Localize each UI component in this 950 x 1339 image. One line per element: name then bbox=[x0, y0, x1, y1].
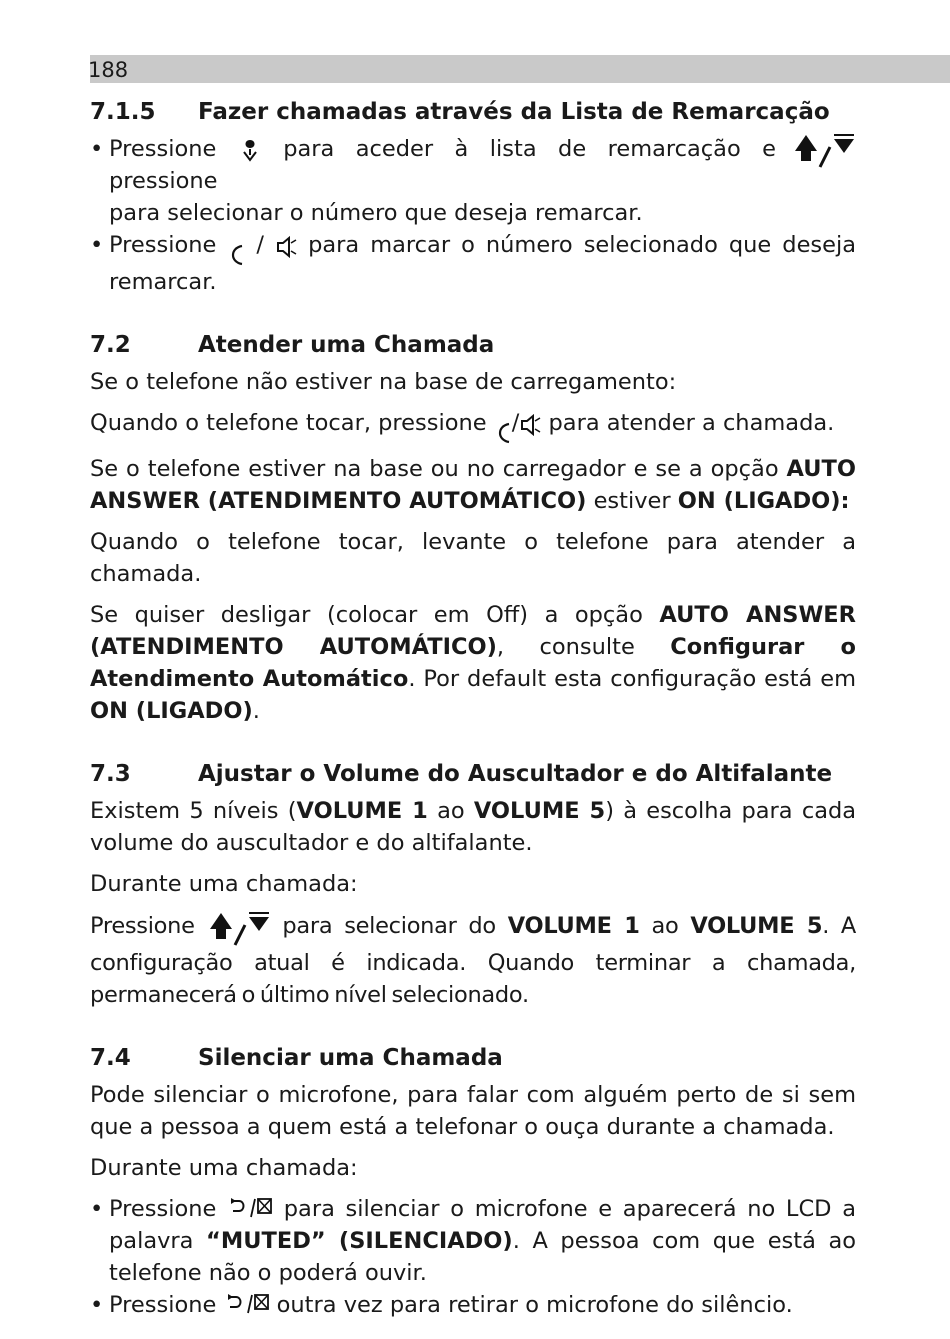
paragraph: Durante uma chamada: bbox=[90, 871, 358, 897]
text: ) à escolha para cada volume do auscultador e do altifalante. bbox=[90, 798, 857, 856]
mute-icon bbox=[224, 1293, 270, 1315]
section-number: 7.1.5 bbox=[90, 99, 156, 125]
text: para atender a chamada. bbox=[548, 410, 835, 436]
bullet-list bbox=[90, 1193, 856, 1321]
bullet-list bbox=[90, 133, 856, 298]
page-number: 188 bbox=[88, 58, 129, 82]
section-7-2 bbox=[90, 328, 856, 727]
redial-icon bbox=[238, 138, 262, 162]
list-item bbox=[90, 1289, 856, 1321]
bold-text: ON (LIGADO) bbox=[90, 698, 253, 724]
separator: / bbox=[256, 232, 264, 258]
up-down-arrows-icon bbox=[792, 131, 856, 173]
section-number: 7.3 bbox=[90, 761, 131, 787]
list-item bbox=[90, 229, 856, 298]
talk-icon bbox=[227, 236, 245, 266]
text: . Por default esta configuração está em bbox=[408, 666, 857, 692]
header-bar bbox=[90, 55, 950, 83]
section-heading bbox=[90, 757, 856, 791]
section-number: 7.2 bbox=[90, 332, 131, 358]
text: Pressione bbox=[109, 1196, 217, 1222]
paragraph bbox=[90, 599, 856, 727]
bold-text: ON (LIGADO): bbox=[677, 488, 850, 514]
section-title: Atender uma Chamada bbox=[198, 332, 495, 358]
bold-text: “MUTED” (SILENCIADO) bbox=[206, 1228, 513, 1254]
section-number: 7.4 bbox=[90, 1045, 131, 1071]
bold-text: VOLUME 5 bbox=[690, 913, 823, 939]
speaker-icon bbox=[275, 236, 297, 258]
list-item bbox=[90, 1193, 856, 1289]
bold-text: VOLUME 1 bbox=[507, 913, 640, 939]
text: . A pessoa com que está ao telefone não o poderá ouvir. bbox=[109, 1228, 856, 1286]
text: estiver bbox=[593, 488, 671, 514]
text: Pressione bbox=[109, 232, 217, 258]
section-7-1-5 bbox=[90, 95, 856, 298]
talk-icon bbox=[494, 414, 512, 444]
up-down-arrows-icon bbox=[207, 909, 271, 947]
paragraph bbox=[90, 795, 856, 859]
text: Pressione bbox=[90, 913, 195, 939]
paragraph: Se o telefone não estiver na base de carregamento: bbox=[90, 369, 677, 395]
section-title: Ajustar o Volume do Auscultador e do Altifalante bbox=[198, 761, 833, 787]
page-content bbox=[90, 95, 856, 1321]
speaker-icon bbox=[519, 414, 541, 436]
text: ao bbox=[651, 913, 679, 939]
paragraph: Pode silenciar o microfone, para falar com alguém perto de si sem que a pessoa a quem está a telefonar o ouça durante a chamada. bbox=[90, 1082, 856, 1140]
text: outra vez para retirar o microfone do silêncio. bbox=[276, 1292, 793, 1318]
text: para marcar o número selecionado que deseja remarcar. bbox=[109, 232, 857, 295]
text: para aceder à lista de remarcação e pressione bbox=[109, 136, 777, 194]
section-heading bbox=[90, 328, 856, 362]
paragraph bbox=[90, 909, 856, 1011]
text: para selecionar o número que deseja remarcar. bbox=[109, 200, 643, 226]
section-title: Silenciar uma Chamada bbox=[198, 1045, 503, 1071]
separator: / bbox=[511, 410, 520, 436]
section-heading bbox=[90, 1041, 856, 1075]
text: . A configuração atual é indicada. Quando terminar a chamada, permanecerá o último nível selecionado. bbox=[90, 913, 857, 1008]
bold-text: AUTO ANSWER (ATENDIMENTO AUTOMÁTICO) bbox=[90, 602, 856, 660]
text: Pressione bbox=[109, 136, 217, 162]
paragraph bbox=[90, 407, 856, 444]
bold-text: VOLUME 5 bbox=[473, 798, 606, 824]
paragraph bbox=[90, 453, 856, 517]
text: , consulte bbox=[496, 634, 635, 660]
text: para silenciar o microfone e aparecerá no LCD a palavra bbox=[109, 1196, 856, 1254]
bold-text: VOLUME 1 bbox=[296, 798, 428, 824]
paragraph: Quando o telefone tocar, levante o telefone para atender a chamada. bbox=[90, 529, 856, 587]
text: Se quiser desligar (colocar em Off) a opção bbox=[90, 602, 643, 628]
section-title: Fazer chamadas através da Lista de Remarcação bbox=[198, 99, 830, 125]
section-heading bbox=[90, 95, 856, 129]
text: Pressione bbox=[109, 1292, 217, 1318]
text: para selecionar do bbox=[282, 913, 496, 939]
section-7-3 bbox=[90, 757, 856, 1011]
text: Se o telefone estiver na base ou no carregador e se a opção bbox=[90, 456, 779, 482]
bold-text: AUTO ANSWER (ATENDIMENTO AUTOMÁTICO) bbox=[90, 456, 856, 514]
bold-text: Configurar o Atendimento Automático bbox=[90, 634, 856, 692]
text: . bbox=[252, 698, 260, 724]
mute-icon bbox=[227, 1197, 273, 1219]
text: ao bbox=[437, 798, 465, 824]
text: Quando o telefone tocar, pressione bbox=[90, 410, 487, 436]
list-item bbox=[90, 133, 856, 229]
text: Existem 5 níveis ( bbox=[90, 798, 297, 824]
paragraph: Durante uma chamada: bbox=[90, 1155, 358, 1181]
section-7-4 bbox=[90, 1041, 856, 1321]
